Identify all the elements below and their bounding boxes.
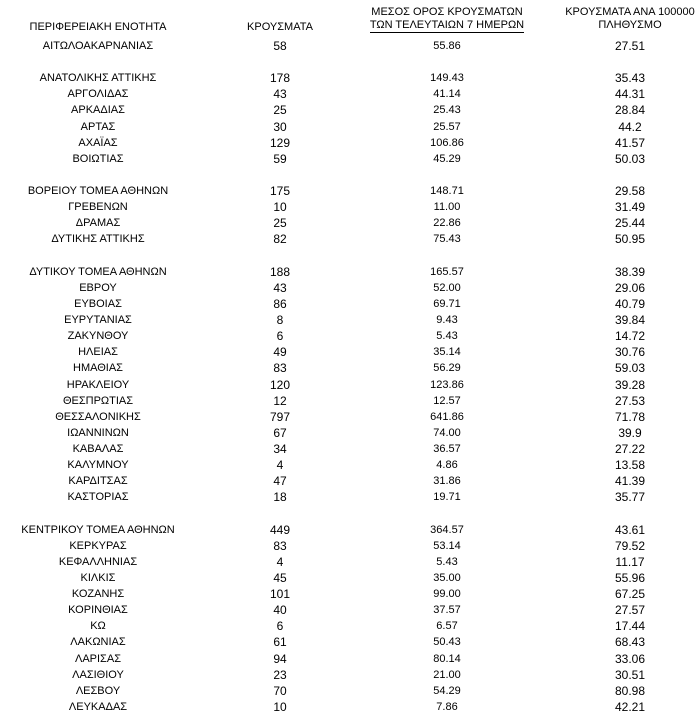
table-row xyxy=(0,135,699,151)
cases-per-100k-cell: 50.03 xyxy=(614,151,646,166)
seven-day-average-cell: 148.71 xyxy=(430,185,464,198)
cases-cell: 70 xyxy=(273,683,287,698)
seven-day-average-cell: 106.86 xyxy=(430,136,464,149)
cases-cell: 101 xyxy=(269,587,291,602)
region-name-cell: ΛΑΚΩΝΙΑΣ xyxy=(70,636,126,649)
region-name-cell: ΔΥΤΙΚΗΣ ΑΤΤΙΚΗΣ xyxy=(51,233,145,246)
seven-day-average-cell: 45.29 xyxy=(433,152,461,165)
region-name-cell: ΚΑΛΥΜΝΟΥ xyxy=(67,459,129,472)
region-name-cell: ΑΡΚΑΔΙΑΣ xyxy=(71,104,125,117)
cases-cell: 30 xyxy=(273,119,287,134)
table-row xyxy=(0,264,699,280)
region-name-cell: ΕΥΒΟΙΑΣ xyxy=(74,297,122,310)
cases-cell: 6 xyxy=(276,619,284,634)
region-name-cell: ΔΡΑΜΑΣ xyxy=(75,217,121,230)
table-row xyxy=(0,667,699,683)
header-avg-line2: ΤΩΝ ΤΕΛΕΥΤΑΙΩΝ 7 ΗΜΕΡΩΝ xyxy=(369,19,525,31)
region-name-cell: ΓΡΕΒΕΝΩΝ xyxy=(68,201,128,214)
cases-cell: 188 xyxy=(269,264,291,279)
region-name-cell: ΚΙΛΚΙΣ xyxy=(80,571,116,584)
cases-cell: 178 xyxy=(269,71,291,86)
seven-day-average-cell: 74.00 xyxy=(433,426,461,439)
seven-day-average-cell: 99.00 xyxy=(433,588,461,601)
table-row xyxy=(0,441,699,457)
region-name-cell: ΔΥΤΙΚΟΥ ΤΟΜΕΑ ΑΘΗΝΩΝ xyxy=(29,265,167,278)
table-row xyxy=(0,554,699,570)
region-name-cell: ΚΑΡΔΙΤΣΑΣ xyxy=(68,475,128,488)
cases-per-100k-cell: 27.53 xyxy=(614,393,646,408)
cases-per-100k-cell: 40.79 xyxy=(614,296,646,311)
cases-cell: 449 xyxy=(269,522,291,537)
cases-per-100k-cell: 42.21 xyxy=(614,699,646,714)
table-row xyxy=(0,473,699,489)
seven-day-average-cell: 149.43 xyxy=(430,72,464,85)
seven-day-average-cell: 35.14 xyxy=(433,346,461,359)
header-per100k xyxy=(560,6,699,32)
cases-per-100k-cell: 14.72 xyxy=(614,329,646,344)
table-row xyxy=(0,393,699,409)
cases-cell: 43 xyxy=(273,87,287,102)
cases-per-100k-cell: 50.95 xyxy=(614,232,646,247)
cases-per-100k-cell: 39.28 xyxy=(614,377,646,392)
table-row xyxy=(0,151,699,167)
cases-cell: 67 xyxy=(273,425,287,440)
table-row xyxy=(0,538,699,554)
cases-cell: 34 xyxy=(273,442,287,456)
region-name-cell: ΕΒΡΟΥ xyxy=(79,281,117,294)
cases-cell: 61 xyxy=(273,635,287,650)
cases-cell: 86 xyxy=(273,296,287,311)
seven-day-average-cell: 50.43 xyxy=(433,636,461,649)
cases-cell: 59 xyxy=(273,151,287,166)
cases-cell: 45 xyxy=(273,570,287,585)
cases-per-100k-cell: 67.25 xyxy=(614,587,646,602)
cases-per-100k-cell: 27.57 xyxy=(614,603,646,618)
cases-per-100k-cell: 38.39 xyxy=(614,264,646,279)
table-row xyxy=(0,586,699,602)
seven-day-average-cell: 123.86 xyxy=(430,378,464,391)
cases-per-100k-cell: 44.2 xyxy=(618,119,642,134)
cases-per-100k-cell: 11.17 xyxy=(615,554,645,569)
cases-per-100k-cell: 30.76 xyxy=(614,345,646,360)
cases-per-100k-cell: 28.84 xyxy=(614,103,646,118)
table-row xyxy=(0,328,699,344)
cases-per-100k-cell: 39.84 xyxy=(614,313,646,328)
header-cases xyxy=(218,21,342,34)
seven-day-average-cell: 5.43 xyxy=(436,330,458,343)
cases-per-100k-cell: 43.61 xyxy=(614,522,646,537)
cases-per-100k-cell: 39.9 xyxy=(618,425,642,440)
cases-cell: 43 xyxy=(273,280,287,295)
header-per100k-line2: ΠΛΗΘΥΣΜΟ xyxy=(598,19,662,31)
seven-day-average-cell: 69.71 xyxy=(433,297,461,310)
cases-per-100k-cell: 41.57 xyxy=(614,135,646,150)
cases-cell: 10 xyxy=(273,200,287,215)
header-per100k-line1: ΚΡΟΥΣΜΑΤΑ ΑΝΑ 100000 xyxy=(565,6,695,18)
cases-per-100k-cell: 25.44 xyxy=(614,216,646,231)
region-name-cell: ΚΑΒΑΛΑΣ xyxy=(72,443,124,455)
seven-day-average-cell: 5.43 xyxy=(436,555,458,568)
region-name-cell: ΚΕΡΚΥΡΑΣ xyxy=(69,539,127,552)
region-name-cell: ΙΩΑΝΝΙΝΩΝ xyxy=(67,426,129,439)
seven-day-average-cell: 31.86 xyxy=(433,475,461,488)
region-name-cell: ΑΝΑΤΟΛΙΚΗΣ ΑΤΤΙΚΗΣ xyxy=(39,72,157,85)
header-region xyxy=(0,21,196,34)
cases-per-100k-cell: 35.43 xyxy=(614,71,646,86)
cases-cell: 12 xyxy=(273,393,287,408)
region-name-cell: ΒΟΡΕΙΟΥ ΤΟΜΕΑ ΑΘΗΝΩΝ xyxy=(27,185,169,198)
table-row xyxy=(0,377,699,393)
region-name-cell: ΗΡΑΚΛΕΙΟΥ xyxy=(66,378,130,391)
seven-day-average-cell: 6.57 xyxy=(436,620,458,633)
seven-day-average-cell: 641.86 xyxy=(430,410,464,423)
cases-cell: 18 xyxy=(273,490,287,505)
table-row xyxy=(0,634,699,650)
table-row xyxy=(0,683,699,699)
cases-per-100k-cell: 33.06 xyxy=(614,651,646,666)
cases-per-100k-cell: 68.43 xyxy=(614,635,646,650)
seven-day-average-cell: 35.00 xyxy=(433,571,461,584)
seven-day-average-cell: 25.43 xyxy=(433,104,461,117)
cases-cell: 8 xyxy=(276,313,284,328)
cases-per-100k-cell: 80.98 xyxy=(614,683,646,698)
region-name-cell: ΚΟΖΑΝΗΣ xyxy=(71,588,125,601)
table-row xyxy=(0,199,699,215)
table-row xyxy=(0,119,699,135)
region-name-cell: ΒΟΙΩΤΙΑΣ xyxy=(72,152,124,165)
table-row xyxy=(0,296,699,312)
table-row xyxy=(0,86,699,102)
cases-per-100k-cell: 55.96 xyxy=(614,570,646,585)
seven-day-average-cell: 11.00 xyxy=(433,201,461,214)
region-name-cell: ΑΡΓΟΛΙΔΑΣ xyxy=(67,88,129,101)
cases-per-100k-cell: 29.06 xyxy=(614,280,646,295)
table-row xyxy=(0,215,699,231)
table-row xyxy=(0,312,699,328)
cases-per-100k-cell: 59.03 xyxy=(614,361,646,376)
region-name-cell: ΛΕΥΚΑΔΑΣ xyxy=(68,700,128,713)
table-row xyxy=(0,618,699,634)
seven-day-average-cell: 55.86 xyxy=(433,40,461,52)
seven-day-average-cell: 36.57 xyxy=(433,443,461,455)
seven-day-average-cell: 364.57 xyxy=(430,523,464,536)
region-name-cell: ΚΕΝΤΡΙΚΟΥ ΤΟΜΕΑ ΑΘΗΝΩΝ xyxy=(21,523,175,536)
seven-day-average-cell: 54.29 xyxy=(433,684,461,697)
region-name-cell: ΚΕΦΑΛΛΗΝΙΑΣ xyxy=(58,555,138,568)
region-name-cell: ΕΥΡΥΤΑΝΙΑΣ xyxy=(64,314,132,327)
cases-cell: 25 xyxy=(273,216,287,231)
seven-day-average-cell: 80.14 xyxy=(433,652,461,665)
cases-cell: 49 xyxy=(273,345,287,360)
region-name-cell: ΖΑΚΥΝΘΟΥ xyxy=(67,330,129,343)
table-row xyxy=(0,651,699,667)
seven-day-average-cell: 9.43 xyxy=(436,314,458,327)
region-name-cell: ΛΑΣΙΘΙΟΥ xyxy=(72,668,124,681)
seven-day-average-cell: 12.57 xyxy=(433,394,461,407)
header-cases-label: ΚΡΟΥΣΜΑΤΑ xyxy=(247,21,313,33)
table-row xyxy=(0,570,699,586)
table-row xyxy=(0,280,699,296)
cases-cell: 94 xyxy=(273,651,287,666)
cases-per-100k-cell: 41.39 xyxy=(614,474,646,489)
region-name-cell: ΛΕΣΒΟΥ xyxy=(75,684,121,697)
region-name-cell: ΑΡΤΑΣ xyxy=(80,120,116,133)
table-row xyxy=(0,360,699,376)
region-name-cell: ΛΑΡΙΣΑΣ xyxy=(74,652,121,665)
region-name-cell: ΚΑΣΤΟΡΙΑΣ xyxy=(67,491,129,504)
seven-day-average-cell: 52.00 xyxy=(433,281,461,294)
region-name-cell: ΗΛΕΙΑΣ xyxy=(78,346,118,359)
seven-day-average-cell: 41.14 xyxy=(433,88,461,101)
cases-cell: 10 xyxy=(273,699,287,714)
region-name-cell: ΚΩ xyxy=(90,620,106,633)
cases-cell: 58 xyxy=(273,39,287,53)
cases-cell: 4 xyxy=(276,458,284,473)
cases-per-100k-cell: 17.44 xyxy=(614,619,646,634)
seven-day-average-cell: 19.71 xyxy=(433,491,461,504)
table-row xyxy=(0,522,699,538)
header-region-label: ΠΕΡΙΦΕΡΕΙΑΚΗ ΕΝΟΤΗΤΑ xyxy=(29,21,167,33)
cases-cell: 175 xyxy=(269,184,291,199)
cases-per-100k-cell: 27.22 xyxy=(614,442,646,456)
cases-cell: 120 xyxy=(269,377,291,392)
cases-per-100k-cell: 71.78 xyxy=(614,409,646,424)
cases-per-100k-cell: 29.58 xyxy=(614,184,646,199)
table-row xyxy=(0,38,699,54)
cases-per-100k-cell: 27.51 xyxy=(614,39,646,53)
cases-per-100k-cell: 30.51 xyxy=(614,667,646,682)
cases-cell: 797 xyxy=(269,409,291,424)
cases-cell: 83 xyxy=(273,538,287,553)
cases-cell: 6 xyxy=(276,329,284,344)
seven-day-average-cell: 165.57 xyxy=(430,265,464,278)
cases-per-100k-cell: 44.31 xyxy=(614,87,646,102)
cases-per-100k-cell: 13.58 xyxy=(614,458,646,473)
header-avg-line1: ΜΕΣΟΣ ΟΡΟΣ ΚΡΟΥΣΜΑΤΩΝ xyxy=(371,6,523,18)
table-row xyxy=(0,425,699,441)
cases-per-100k-cell: 35.77 xyxy=(614,490,646,505)
seven-day-average-cell: 25.57 xyxy=(433,120,461,133)
seven-day-average-cell: 7.86 xyxy=(436,700,458,713)
table-row xyxy=(0,70,699,86)
table-row xyxy=(0,457,699,473)
table-row xyxy=(0,489,699,505)
table-row xyxy=(0,409,699,425)
region-name-cell: ΘΕΣΣΑΛΟΝΙΚΗΣ xyxy=(55,410,141,423)
table-row xyxy=(0,602,699,618)
table-row xyxy=(0,102,699,118)
cases-cell: 4 xyxy=(276,554,284,569)
region-name-cell: ΘΕΣΠΡΩΤΙΑΣ xyxy=(62,394,134,407)
table-row xyxy=(0,231,699,247)
table-row xyxy=(0,344,699,360)
header-avg xyxy=(365,6,529,33)
region-name-cell: ΗΜΑΘΙΑΣ xyxy=(73,362,123,375)
seven-day-average-cell: 21.00 xyxy=(433,668,461,681)
region-name-cell: ΑΧΑΪΑΣ xyxy=(78,136,118,149)
seven-day-average-cell: 56.29 xyxy=(433,362,461,375)
seven-day-average-cell: 75.43 xyxy=(433,233,461,246)
table-row xyxy=(0,183,699,199)
region-name-cell: ΑΙΤΩΛΟΑΚΑΡΝΑΝΙΑΣ xyxy=(42,40,154,52)
cases-per-100k-cell: 31.49 xyxy=(614,200,646,215)
region-name-cell: ΚΟΡΙΝΘΙΑΣ xyxy=(68,604,128,617)
cases-per-100k-cell: 79.52 xyxy=(614,538,646,553)
cases-cell: 129 xyxy=(269,135,291,150)
seven-day-average-cell: 53.14 xyxy=(433,539,461,552)
cases-cell: 82 xyxy=(273,232,287,247)
cases-cell: 25 xyxy=(273,103,287,118)
cases-cell: 40 xyxy=(273,603,287,618)
seven-day-average-cell: 4.86 xyxy=(436,459,458,472)
seven-day-average-cell: 37.57 xyxy=(433,604,461,617)
cases-cell: 23 xyxy=(273,667,287,682)
seven-day-average-cell: 22.86 xyxy=(433,217,461,230)
cases-cell: 83 xyxy=(273,361,287,376)
cases-cell: 47 xyxy=(273,474,287,489)
